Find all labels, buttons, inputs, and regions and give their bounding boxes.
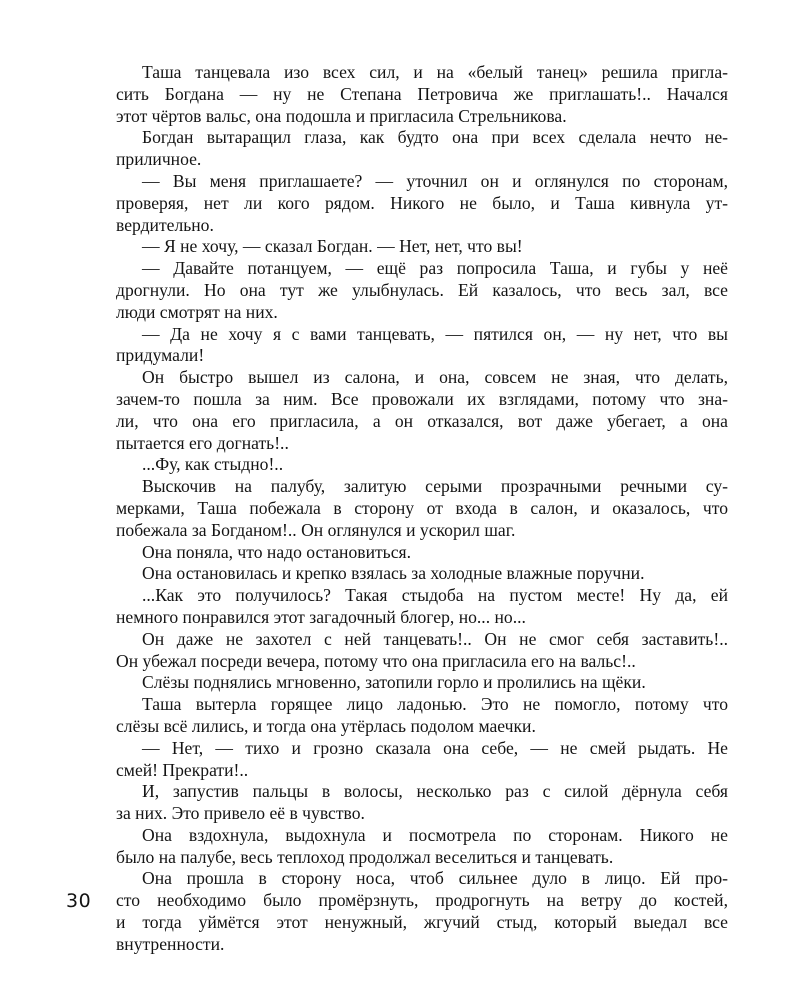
paragraph (116, 127, 728, 171)
paragraph (116, 629, 728, 673)
paragraph (116, 454, 728, 476)
text-line: сить Богдана — ну не Степана Петровича же приглашать!.. Начался (116, 83, 728, 104)
text-line: Таша вытерла горящее лицо ладонью. Это не помогло, потому что (142, 694, 728, 715)
paragraph (116, 585, 728, 629)
text-line: побежала за Богданом!.. Он оглянулся и ускорил шаг. (116, 519, 516, 540)
paragraph (116, 694, 728, 738)
paragraph (116, 62, 728, 127)
text-line: пытается его догнать!.. (116, 432, 289, 453)
text-line: люди смотрят на них. (116, 301, 278, 322)
text-line: Она остановилась и крепко взялась за холодные влажные поручни. (142, 563, 645, 584)
text-line: — Давайте потанцуем, — ещё раз попросила Таша, и губы у неё (142, 258, 728, 279)
text-line: смей! Прекрати!.. (116, 759, 249, 780)
text-line: Он быстро вышел из салона, и она, совсем не зная, что делать, (142, 367, 728, 388)
text-line: этот чёртов вальс, она подошла и пригласила Стрельникова. (116, 105, 567, 126)
text-line: придумали! (116, 345, 205, 366)
paragraph (116, 476, 728, 541)
text-line: — Я не хочу, — сказал Богдан. — Нет, нет, что вы! (142, 236, 523, 257)
paragraph (116, 324, 728, 368)
text-line: Она прошла в сторону носа, чтоб сильнее дуло в лицо. Ей про- (142, 868, 728, 889)
paragraph (116, 825, 728, 869)
text-line: — Нет, — тихо и грозно сказала она себе, — не смей рыдать. Не (142, 737, 728, 758)
paragraph (116, 542, 728, 564)
paragraph (116, 672, 728, 694)
paragraph (116, 781, 728, 825)
text-line: сто необходимо было промёрзнуть, продрогнуть на ветру до костей, (116, 890, 728, 911)
text-line: внутренности. (116, 933, 225, 954)
text-line: Богдан вытаращил глаза, как будто она при всех сделала нечто не- (142, 127, 728, 148)
text-line: за них. Это привело её в чувство. (116, 803, 365, 824)
text-line: было на палубе, весь теплоход продолжал веселиться и танцевать. (116, 846, 614, 867)
text-line: — Да не хочу я с вами танцевать, — пятился он, — ну нет, что вы (142, 323, 728, 344)
text-line: Выскочив на палубу, залитую серыми прозрачными речными су- (142, 476, 728, 497)
text-line: слёзы всё лились, и тогда она утёрлась подолом маечки. (116, 715, 536, 736)
text-line: ли, что она его пригласила, а он отказался, вот даже убегает, а она (116, 410, 728, 431)
text-line: ...Как это получилось? Такая стыдоба на пустом месте! Ну да, ей (142, 585, 728, 606)
text-line: Таша танцевала изо всех сил, и на «белый танец» решила пригла- (142, 62, 728, 82)
paragraph (116, 738, 728, 782)
text-line: Она вздохнула, выдохнула и посмотрела по сторонам. Никого не (142, 824, 728, 845)
paragraph (116, 563, 728, 585)
text-line: Он убежал посреди вечера, потому что она пригласила его на вальс!.. (116, 650, 636, 671)
text-line: мерками, Таша побежала в сторону от входа в салон, и оказалось, что (116, 497, 728, 518)
text-line: проверяя, нет ли кого рядом. Никого не было, и Таша кивнула ут- (116, 192, 728, 213)
text-line: ...Фу, как стыдно!.. (142, 454, 284, 475)
paragraph (116, 171, 728, 236)
text-line: И, запустив пальцы в волосы, несколько раз с силой дёрнула себя (142, 781, 728, 802)
text-line: Слёзы поднялись мгновенно, затопили горло и пролились на щёки. (142, 672, 646, 693)
paragraph (116, 367, 728, 454)
text-line: дрогнули. Но она тут же улыбнулась. Ей казалось, что весь зал, все (116, 279, 728, 300)
book-page-text (116, 62, 728, 956)
text-line: и тогда уймётся этот ненужный, жгучий стыд, который выедал все (116, 912, 728, 933)
text-line: зачем-то пошла за ним. Все провожали их взглядами, потому что зна- (116, 388, 728, 409)
paragraph (116, 868, 728, 955)
text-line: — Вы меня приглашаете? — уточнил он и оглянулся по сторонам, (142, 170, 728, 191)
text-line: немного понравился этот загадочный блогер, но... но... (116, 606, 526, 627)
paragraph (116, 258, 728, 323)
text-line: приличное. (116, 149, 202, 170)
text-line: вердительно. (116, 214, 214, 235)
page-number: 30 (66, 890, 92, 912)
paragraph (116, 236, 728, 258)
text-line: Она поняла, что надо остановиться. (142, 541, 412, 562)
text-line: Он даже не захотел с ней танцевать!.. Он не смог себя заставить!.. (142, 628, 728, 649)
